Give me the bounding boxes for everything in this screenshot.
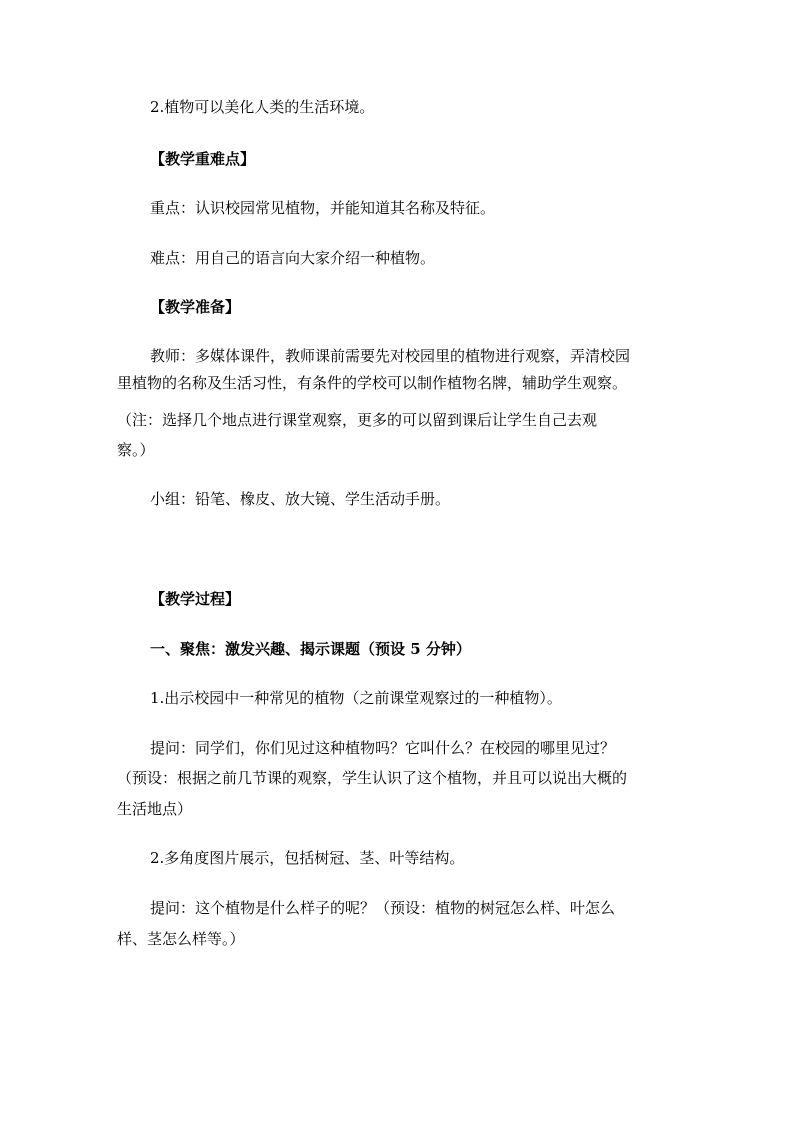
paragraph-teacher-prep-line-2: 里植物的名称及生活习性，有条件的学校可以制作植物名牌，辅助学生观察。 xyxy=(117,374,628,392)
section-1-title: 一、聚焦：激发兴趣、揭示课题（预设 5 分钟） xyxy=(150,640,471,658)
step-1: 1.出示校园中一种常见的植物（之前课堂观察过的一种植物）。 xyxy=(150,689,562,707)
question-1-line-1: 提问：同学们，你们见过这种植物吗？它叫什么？在校园的哪里见过？ xyxy=(150,739,616,757)
question-2-line-2: 样、茎怎么样等。） xyxy=(117,930,245,948)
paragraph-teacher-prep-line-1: 教师：多媒体课件，教师课前需要先对校园里的植物进行观察，弄清校园 xyxy=(150,347,631,365)
heading-process: 【教学过程】 xyxy=(150,590,241,608)
paragraph-plant-beautify: 2.植物可以美化人类的生活环境。 xyxy=(150,98,375,116)
heading-preparation: 【教学准备】 xyxy=(150,298,241,316)
question-2-line-1: 提问：这个植物是什么样子的呢？（预设：植物的树冠怎么样、叶怎么 xyxy=(150,899,616,917)
paragraph-teacher-prep-line-3: （注：选择几个地点进行课堂观察，更多的可以留到课后让学生自己去观 xyxy=(117,411,598,429)
paragraph-group-prep: 小组：铅笔、橡皮、放大镜、学生活动手册。 xyxy=(150,490,451,508)
paragraph-key-point: 重点：认识校园常见植物，并能知道其名称及特征。 xyxy=(150,199,496,217)
heading-key-points: 【教学重难点】 xyxy=(150,150,256,168)
paragraph-difficult-point: 难点：用自己的语言向大家介绍一种植物。 xyxy=(150,249,436,267)
question-1-line-2: （预设：根据之前几节课的观察，学生认识了这个植物，并且可以说出大概的 xyxy=(117,769,628,787)
question-1-line-3: 生活地点） xyxy=(117,800,193,818)
paragraph-teacher-prep-line-4: 察。） xyxy=(117,441,155,459)
step-2: 2.多角度图片展示，包括树冠、茎、叶等结构。 xyxy=(150,849,465,867)
